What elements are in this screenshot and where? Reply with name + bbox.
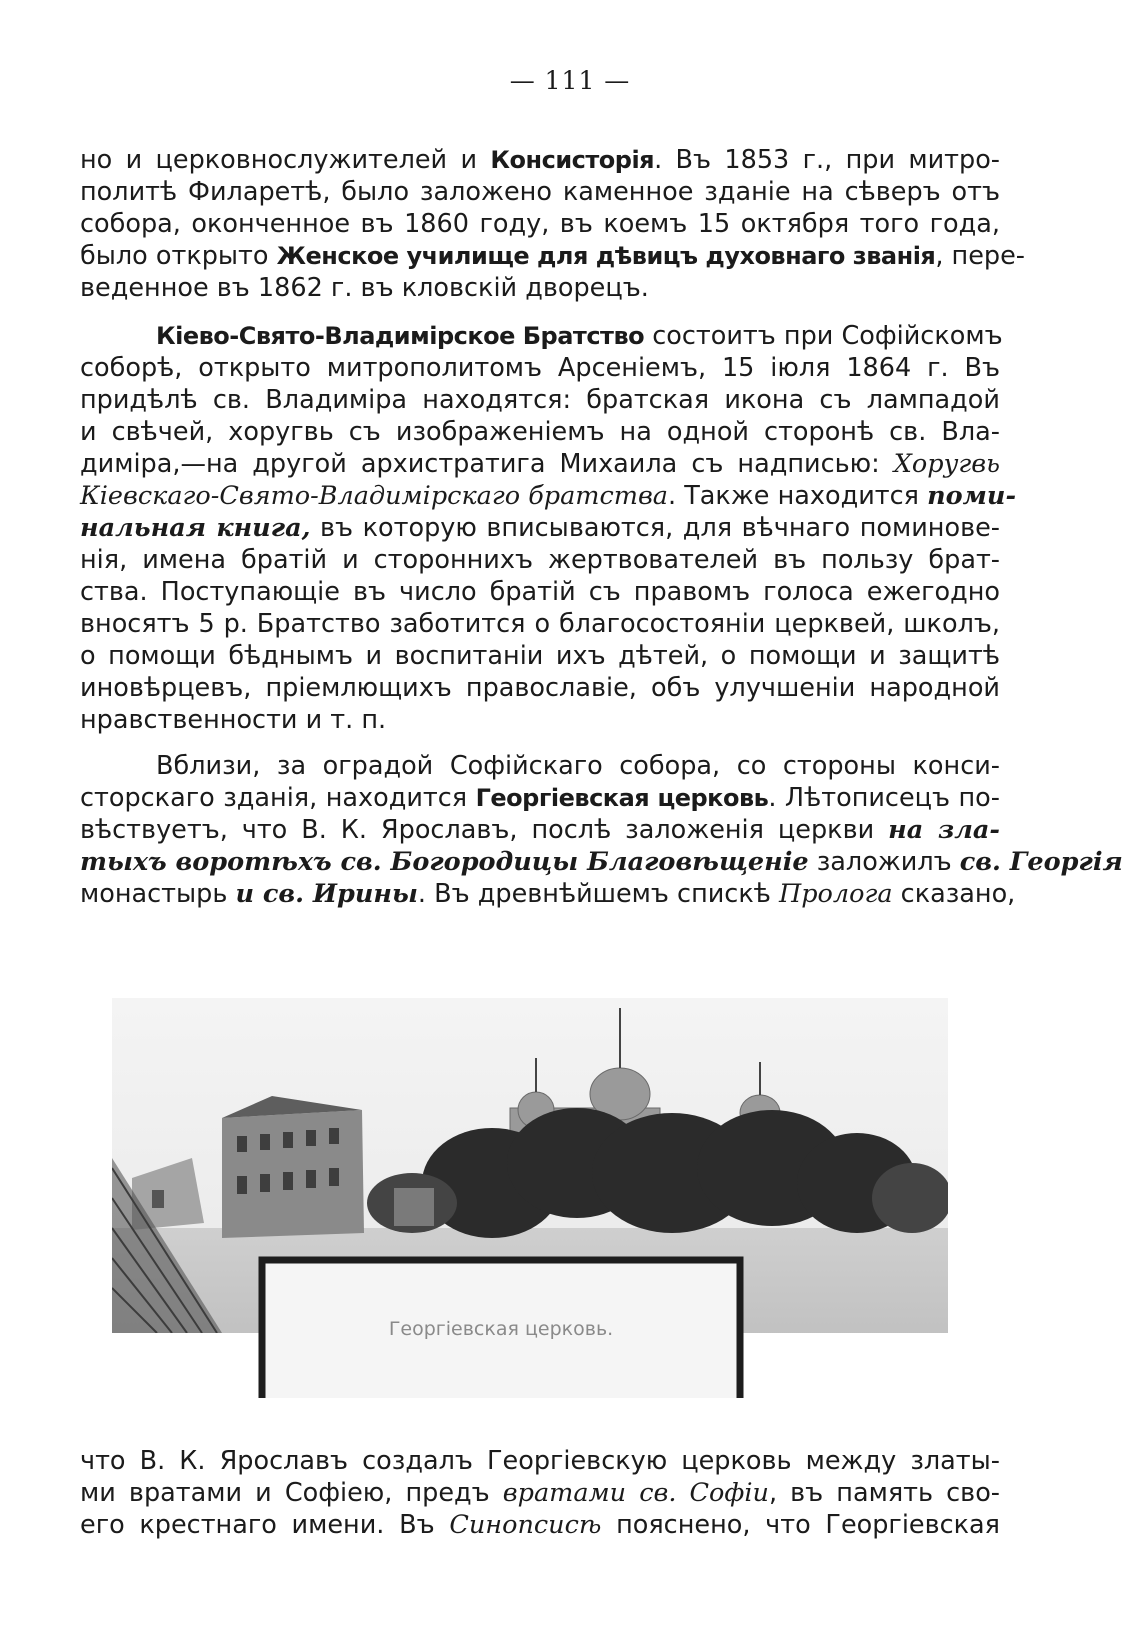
italic-quote: св. Георгія: [959, 847, 1123, 877]
text-line: тыхъ воротѣхъ св. Богородицы Благовѣщеніе заложилъ св. Георгія: [80, 847, 1123, 877]
paragraph-st-george: [80, 750, 1123, 910]
text-line: Кіево-Свято-Владимірское Братство состоитъ при Софійскомъ: [156, 321, 1003, 351]
italic-source-prologue: Пролога: [778, 879, 893, 909]
photo-caption: Георгіевская церковь.: [388, 1318, 614, 1340]
text-line: и свѣчей, хоругвь съ изображеніемъ на одной сторонѣ св. Вла-: [80, 417, 1000, 447]
italic-quote: на зла-: [888, 815, 1000, 845]
bold-term-consistory: Консисторія: [490, 146, 655, 174]
text-line: диміра,—на другой архистратига Михаила съ надписью: Хоругвь: [80, 449, 1000, 479]
text-line: вносятъ 5 р. Братство заботится о благосостояніи церквей, школъ,: [80, 609, 1000, 639]
italic-inscription: Кіевскаго-Свято-Владимірскаго братства: [80, 481, 668, 511]
text-line: его крестнаго имени. Въ Синопсисѣ пояснено, что Георгіевская: [80, 1510, 1001, 1540]
paragraph-consistory: [80, 144, 1025, 304]
text-line: политѣ Филаретѣ, было заложено каменное зданіе на сѣверъ отъ: [80, 177, 1000, 207]
photograph-illustration: [112, 998, 948, 1398]
page-number: — 111 —: [509, 66, 631, 95]
bold-term-school: Женское училище для дѣвицъ духовнаго званія: [276, 242, 936, 270]
italic-quote: и св. Ирины: [235, 879, 418, 909]
text-line: веденное въ 1862 г. въ кловскій дворецъ.: [80, 273, 649, 303]
text-line: было открыто Женское училище для дѣвицъ духовнаго званія, пере-: [80, 241, 1025, 271]
text-line: иновѣрцевъ, пріемлющихъ православіе, объ улучшеніи народной: [80, 673, 1000, 703]
text-line: нія, имена братій и стороннихъ жертвователей въ пользу брат-: [80, 545, 1000, 575]
text-line: нравственности и т. п.: [80, 705, 387, 735]
text-line: но и церковнослужителей и Консисторія. Въ 1853 г., при митро-: [80, 145, 1001, 175]
church-photograph: [112, 998, 948, 1398]
text-line: что В. К. Ярославъ создалъ Георгіевскую церковь между златы-: [80, 1446, 1000, 1476]
text-line: собора, оконченное въ 1860 году, въ коемъ 15 октября того года,: [80, 209, 1000, 239]
bold-term-brotherhood: Кіево-Свято-Владимірское Братство: [156, 322, 645, 350]
text-line: о помощи бѣднымъ и воспитаніи ихъ дѣтей, о помощи и защитѣ: [80, 641, 1000, 671]
italic-quote: тыхъ воротѣхъ св. Богородицы Благовѣщеніе: [80, 847, 809, 877]
italic-inscription: Хоругвь: [893, 449, 1000, 479]
text-line: монастырь и св. Ирины. Въ древнѣйшемъ спискѣ Пролога сказано,: [80, 879, 1016, 909]
text-line: Кіевскаго-Свято-Владимірскаго братства. Также находится поми-: [80, 481, 1017, 511]
bold-term-church: Георгіевская церковь: [475, 784, 769, 812]
text-line: ми вратами и Софіею, предъ вратами св. Софіи, въ память сво-: [80, 1478, 1001, 1508]
text-line: соборѣ, открыто митрополитомъ Арсеніемъ, 15 іюля 1864 г. Въ: [80, 353, 1000, 383]
italic-source-synopsis: Синопсисѣ: [449, 1510, 602, 1540]
text-line: вѣствуетъ, что В. К. Ярославъ, послѣ заложенія церкви на зла-: [80, 815, 1000, 845]
italic-quote: вратами св. Софіи: [502, 1478, 769, 1508]
paragraph-brotherhood: [80, 320, 1017, 736]
paragraph-yaroslav: [80, 1445, 1000, 1541]
italic-term-book: поми-: [927, 481, 1017, 511]
text-line: ства. Поступающіе въ число братій съ правомъ голоса ежегодно: [80, 577, 1000, 607]
text-line: придѣлѣ св. Владиміра находятся: братская икона съ лампадой: [80, 385, 1000, 415]
text-line: Вблизи, за оградой Софійскаго собора, со стороны конси-: [156, 751, 1000, 781]
italic-term-book: нальная книга,: [80, 513, 311, 543]
text-line: сторскаго зданія, находится Георгіевская церковь. Лѣтописецъ по-: [80, 783, 1000, 813]
text-line: нальная книга, въ которую вписываются, для вѣчнаго поминове-: [80, 513, 1000, 543]
